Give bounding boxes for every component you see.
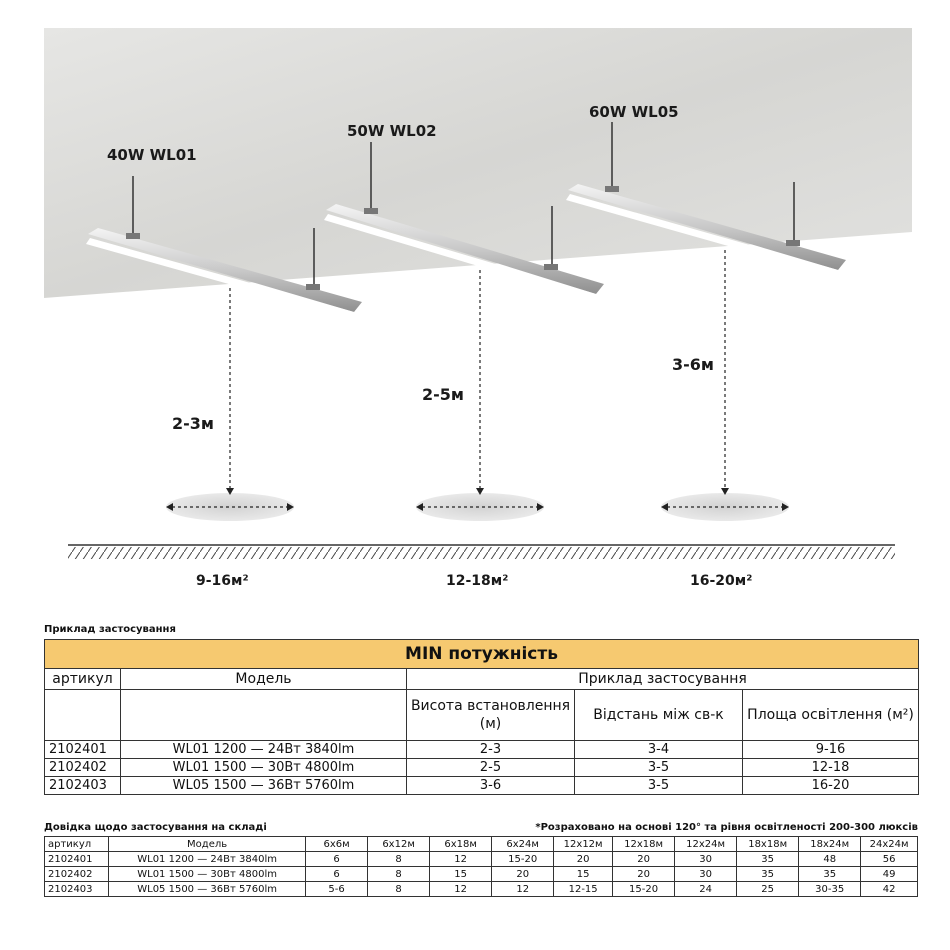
warehouse-cell: 12 <box>430 882 492 897</box>
warehouse-header-cell: 24х24м <box>861 837 918 852</box>
warehouse-cell: 30 <box>675 852 737 867</box>
warehouse-cell: 48 <box>799 852 861 867</box>
warehouse-header-cell: 18х18м <box>737 837 799 852</box>
cell-article: 2102401 <box>45 741 121 759</box>
warehouse-cell: 35 <box>737 852 799 867</box>
table-row <box>45 759 919 777</box>
min-power-table <box>44 639 919 795</box>
cell-distance: 3-5 <box>575 759 743 777</box>
warehouse-cell: 8 <box>368 882 430 897</box>
table-row <box>45 882 918 897</box>
warehouse-cell: 12 <box>430 852 492 867</box>
warehouse-table-caption: Довідка щодо застосування на складі <box>44 822 267 833</box>
warehouse-cell: 12-15 <box>554 882 613 897</box>
warehouse-cell: 8 <box>368 867 430 882</box>
warehouse-header-cell: 6х18м <box>430 837 492 852</box>
warehouse-header-cell: 12х12м <box>554 837 613 852</box>
area-label-1: 9-16м² <box>196 573 249 589</box>
header-article: артикул <box>45 669 121 690</box>
cell-height: 2-3 <box>407 741 575 759</box>
cell-height: 2-5 <box>407 759 575 777</box>
warehouse-cell: 30-35 <box>799 882 861 897</box>
warehouse-cell: 20 <box>613 867 675 882</box>
warehouse-header-cell: артикул <box>45 837 109 852</box>
table-row <box>45 741 919 759</box>
fixture-2-label: 50W WL02 <box>347 122 437 140</box>
warehouse-cell: 20 <box>613 852 675 867</box>
cell-article: 2102402 <box>45 759 121 777</box>
warehouse-header-cell: Модель <box>109 837 306 852</box>
header-blank <box>121 690 407 741</box>
warehouse-cell: 20 <box>554 852 613 867</box>
cell-model: WL05 1500 — 36Вт 5760lm <box>121 777 407 795</box>
warehouse-cell: 30 <box>675 867 737 882</box>
warehouse-header-cell: 6х6м <box>306 837 368 852</box>
header-area: Площа освітлення (м²) <box>743 690 919 741</box>
cell-model: WL01 1500 — 30Вт 4800lm <box>121 759 407 777</box>
warehouse-cell: 35 <box>799 867 861 882</box>
main-table-caption: Приклад застосування <box>44 624 176 635</box>
warehouse-cell: 8 <box>368 852 430 867</box>
warehouse-header-cell: 6х24м <box>492 837 554 852</box>
cell-article: 2102403 <box>45 777 121 795</box>
cell-area: 9-16 <box>743 741 919 759</box>
area-label-3: 16-20м² <box>690 573 753 589</box>
cell-model: WL01 1200 — 24Вт 3840lm <box>121 741 407 759</box>
floor-hatch <box>68 547 895 559</box>
warehouse-table <box>44 836 918 897</box>
warehouse-cell: 12 <box>492 882 554 897</box>
warehouse-cell: 20 <box>492 867 554 882</box>
warehouse-cell: 2102401 <box>45 852 109 867</box>
warehouse-cell: 15 <box>554 867 613 882</box>
cell-area: 16-20 <box>743 777 919 795</box>
table-row <box>45 777 919 795</box>
warehouse-cell: 15-20 <box>492 852 554 867</box>
area-label-2: 12-18м² <box>446 573 509 589</box>
warehouse-header-cell: 12х24м <box>675 837 737 852</box>
warehouse-cell: 24 <box>675 882 737 897</box>
fixture-3-label: 60W WL05 <box>589 103 679 121</box>
table-row <box>45 852 918 867</box>
height-label-2: 2-5м <box>422 385 464 404</box>
header-distance: Відстань між св-к <box>575 690 743 741</box>
warehouse-cell: 35 <box>737 867 799 882</box>
warehouse-cell: 15 <box>430 867 492 882</box>
warehouse-cell: WL01 1200 — 24Вт 3840lm <box>109 852 306 867</box>
cell-area: 12-18 <box>743 759 919 777</box>
table-row <box>45 867 918 882</box>
table-banner: MIN потужність <box>45 640 919 669</box>
cell-height: 3-6 <box>407 777 575 795</box>
warehouse-cell: 2102402 <box>45 867 109 882</box>
fixture-1-label: 40W WL01 <box>107 146 197 164</box>
height-label-3: 3-6м <box>672 355 714 374</box>
height-label-1: 2-3м <box>172 414 214 433</box>
warehouse-cell: 49 <box>861 867 918 882</box>
warehouse-header-cell: 6х12м <box>368 837 430 852</box>
cell-distance: 3-4 <box>575 741 743 759</box>
warehouse-cell: WL05 1500 — 36Вт 5760lm <box>109 882 306 897</box>
warehouse-cell: 6 <box>306 867 368 882</box>
warehouse-cell: 5-6 <box>306 882 368 897</box>
warehouse-header-cell: 18х24м <box>799 837 861 852</box>
cell-distance: 3-5 <box>575 777 743 795</box>
warehouse-cell: 25 <box>737 882 799 897</box>
warehouse-cell: 15-20 <box>613 882 675 897</box>
warehouse-header-cell: 12х18м <box>613 837 675 852</box>
header-model: Модель <box>121 669 407 690</box>
warehouse-cell: WL01 1500 — 30Вт 4800lm <box>109 867 306 882</box>
warehouse-cell: 42 <box>861 882 918 897</box>
header-blank <box>45 690 121 741</box>
warehouse-table-note: *Розраховано на основі 120° та рівня освітленості 200-300 люксів <box>535 822 918 833</box>
header-application: Приклад застосування <box>407 669 919 690</box>
header-mount-height: Висота встановлення (м) <box>407 690 575 741</box>
warehouse-cell: 6 <box>306 852 368 867</box>
warehouse-cell: 56 <box>861 852 918 867</box>
warehouse-cell: 2102403 <box>45 882 109 897</box>
